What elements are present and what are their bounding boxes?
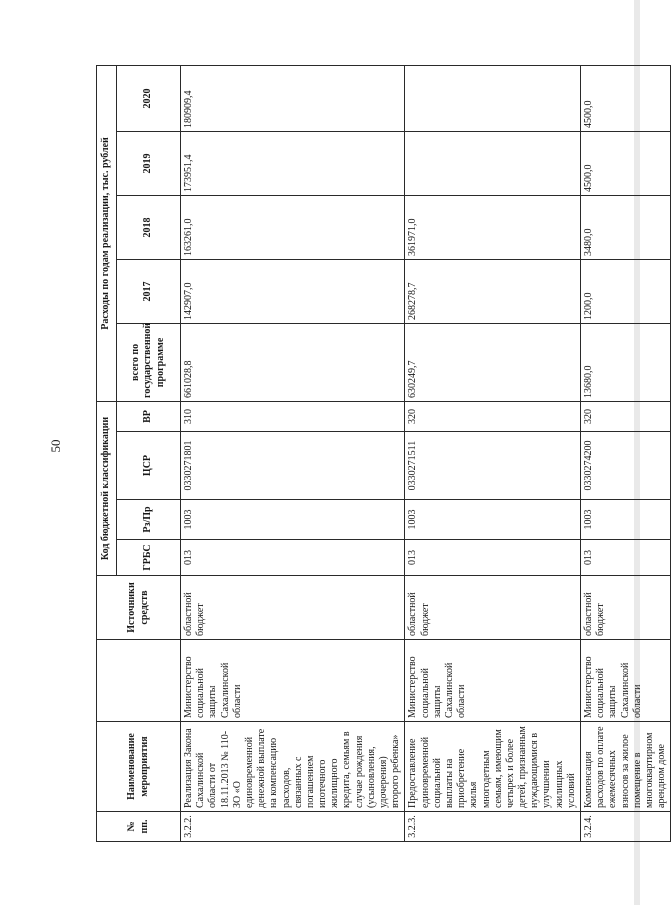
code-grbs: 013 [181,540,405,576]
expense-total: 630249,7 [405,323,581,401]
header-2020: 2020 [117,65,181,131]
code-rzpr: 1003 [581,500,671,540]
code-grbs: 013 [581,540,671,576]
expense-total: 661028,8 [181,323,405,401]
header-name: Наименование мероприятия [97,722,181,812]
header-row-top [97,65,117,841]
measure-name: Предоставление единовременной социальной выплаты на приобретение жилья многодетным семьям, имеющим четырех и более детей, признанным нуждающимися в улучшении жилищных условий [405,722,581,812]
expense-2018: 361971,0 [405,195,581,259]
code-csr: 0330271511 [405,432,581,500]
expense-2020: 4500,0 [581,65,671,131]
header-rzpr: Рз/Пр [117,500,181,540]
header-total: всего по государственной программе [117,323,181,401]
executor: Министерство социальной защиты Сахалинской области [581,640,671,722]
expense-total: 13680,0 [581,323,671,401]
expense-2018: 3480,0 [581,195,671,259]
code-grbs: 013 [405,540,581,576]
expense-2019: 173951,4 [181,131,405,195]
executor: Министерство социальной защиты Сахалинской области [181,640,405,722]
code-vr: 320 [405,401,581,431]
expense-2019: 4500,0 [581,131,671,195]
row-number: 3.2.2. [181,812,405,842]
expense-2020: 180909,4 [181,65,405,131]
header-sources: Источники средств [97,576,181,640]
executor: Министерство социальной защиты Сахалинской области [405,640,581,722]
expense-2017: 268278,7 [405,259,581,323]
funding-source: областной бюджет [181,576,405,640]
header-2019: 2019 [117,131,181,195]
expense-2017: 142907,0 [181,259,405,323]
header-2018: 2018 [117,195,181,259]
header-2017: 2017 [117,259,181,323]
expense-2017: 1200,0 [581,259,671,323]
table-row [581,65,671,841]
header-expenses-group: Расходы по годам реализации, тыс. рублей [97,65,117,401]
expense-2018: 163261,0 [181,195,405,259]
code-rzpr: 1003 [181,500,405,540]
budget-table-sheet [96,66,668,842]
expense-2020 [405,65,581,131]
code-vr: 310 [181,401,405,431]
code-csr: 0330271801 [181,432,405,500]
budget-table [96,65,671,842]
header-budget-code-group: Код бюджетной классификации [97,401,117,575]
code-rzpr: 1003 [405,500,581,540]
funding-source: областной бюджет [581,576,671,640]
header-executor [97,640,181,722]
page-number: 50 [48,439,63,453]
table-row [181,65,405,841]
header-grbs: ГРБС [117,540,181,576]
code-vr: 320 [581,401,671,431]
measure-name: Реализация Закона Сахалинской области от 18.11.2013 № 110-ЗО «О единовременной денежной выплате на компенсацию расходов, связанных с погашением ипотечного жилищного кредита, семьям в случае рождения (усыновления, удочерения) второго ребенка» [181,722,405,812]
row-number: 3.2.4. [581,812,671,842]
header-no: № пп. [97,812,181,842]
code-csr: 0330274200 [581,432,671,500]
row-number: 3.2.3. [405,812,581,842]
header-csr: ЦСР [117,432,181,500]
expense-2019 [405,131,581,195]
funding-source: областной бюджет [405,576,581,640]
measure-name: Компенсация расходов по оплате ежемесячных взносов за жилое помещение в многоквартирном арендном доме [581,722,671,812]
header-vr: ВР [117,401,181,431]
table-row [405,65,581,841]
